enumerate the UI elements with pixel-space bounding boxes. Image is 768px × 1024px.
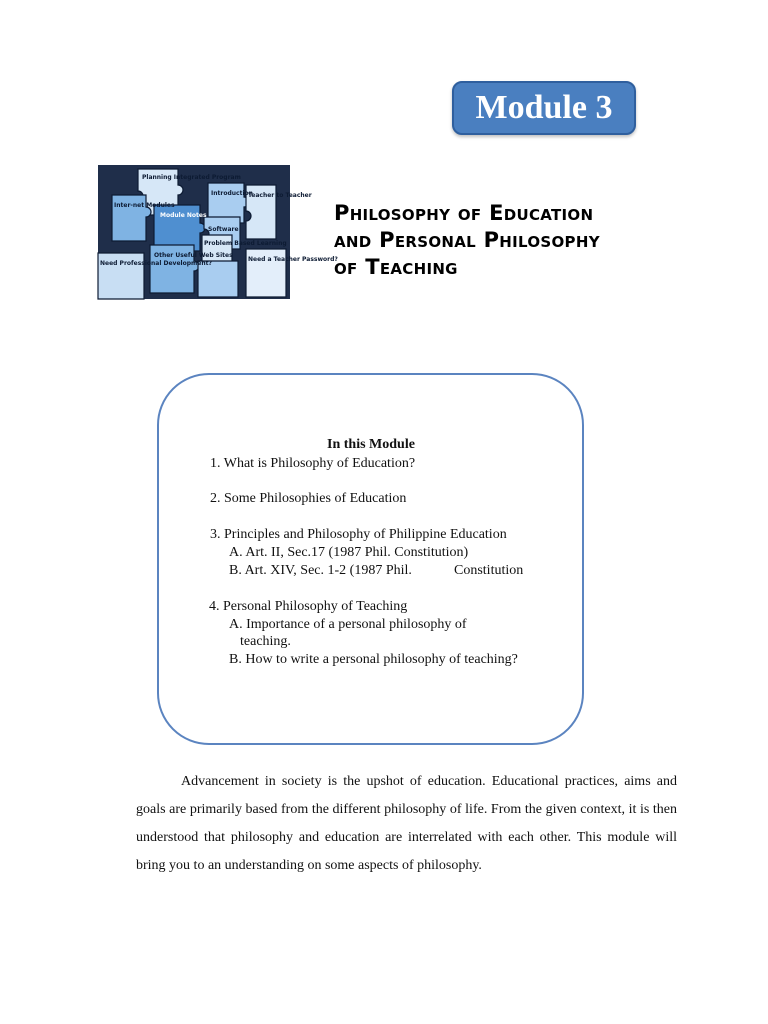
list-item: 2. Some Philosophies of Education [210,491,407,506]
svg-text:Other Useful Web Sites: Other Useful Web Sites [154,252,233,259]
module-title-line: Philosophy of Education [334,201,594,225]
module-title-line: and Personal Philosophy [334,228,600,252]
list-item: 3. Principles and Philosophy of Philippine Education [210,527,507,542]
list-subitem-continuation: Constitution [454,563,524,578]
list-subitem-continuation: teaching. [240,634,291,649]
svg-text:Introduction: Introduction [211,190,253,197]
svg-text:Module Notes: Module Notes [160,212,207,219]
list-item: 1. What is Philosophy of Education? [210,456,416,471]
list-subitem: A. Art. II, Sec.17 (1987 Phil. Constitution) [229,545,469,560]
module-number-label: Module 3 [475,89,613,126]
list-subitem: A. Importance of a personal philosophy of [229,617,467,632]
svg-text:Teacher to Teacher: Teacher to Teacher [248,192,312,199]
svg-text:Planning Integrated Program: Planning Integrated Program [142,174,241,181]
module-title [334,200,714,281]
list-item: 4. Personal Philosophy of Teaching [209,599,408,614]
intro-paragraph [136,768,677,880]
list-subitem: B. How to write a personal philosophy of teaching? [229,652,518,667]
svg-text:Software: Software [208,226,239,233]
module-title-line: of Teaching [334,255,458,279]
svg-text:Need Professional Development?: Need Professional Development? [100,260,212,267]
in-this-module-heading: In this Module [327,437,415,452]
svg-text:Problem Based Learning: Problem Based Learning [204,240,287,247]
module-collage-image [98,165,338,301]
module-number-badge [452,81,636,135]
list-subitem: B. Art. XIV, Sec. 1-2 (1987 Phil. [229,563,412,578]
intro-paragraph-text: Advancement in society is the upshot of education. Educational practices, aims and goals are primarily based from the different philosophy of life. From the given context, it is then understood that philosophy and education are interrelated with each other. This module will bring you to an understanding on some aspects of philosophy. [136,774,677,873]
svg-text:Need a Teacher Password?: Need a Teacher Password? [248,256,338,263]
svg-text:Inter-net Modules: Inter-net Modules [114,202,175,209]
